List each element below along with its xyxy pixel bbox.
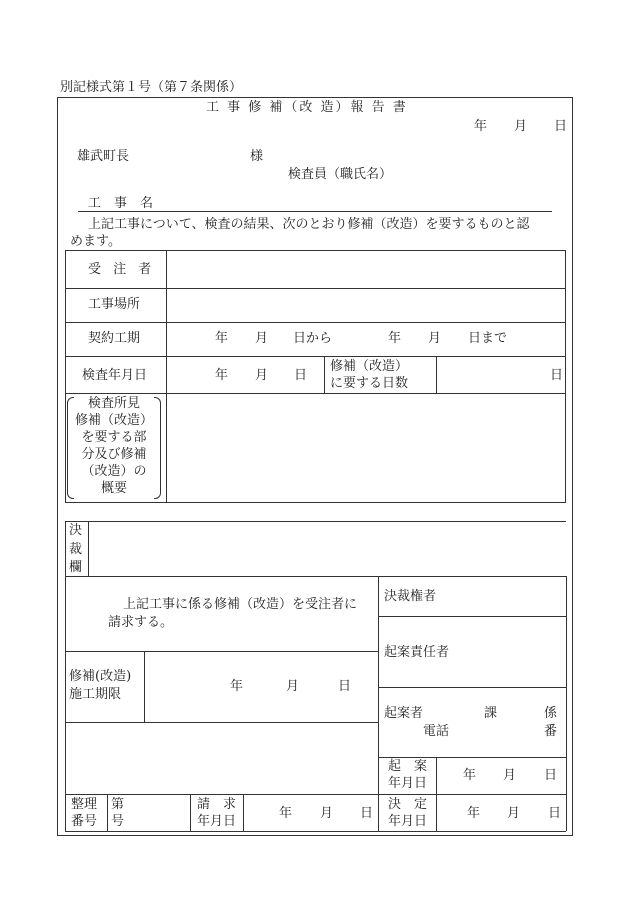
row-divider	[65, 651, 378, 652]
document-title: 工 事 修 補（改 造）報 告 書	[206, 100, 408, 115]
authority-label: 決裁権者	[384, 589, 437, 604]
kettei-label-1: 決 定	[388, 797, 428, 812]
decision-grid-top	[65, 576, 566, 577]
contractor-label: 受 注 者	[88, 262, 156, 277]
decision-label-divider	[88, 521, 89, 577]
period-label: 契約工期	[88, 331, 141, 346]
seikyu-hi: 日	[360, 806, 374, 821]
column-divider	[436, 757, 437, 831]
row-divider	[378, 794, 566, 795]
inspect-nen: 年	[215, 368, 229, 383]
row-divider	[65, 288, 566, 289]
project-name-underline	[78, 211, 552, 212]
kettei-tsuki: 月	[507, 806, 521, 821]
seikyu-label-2: 年月日	[197, 814, 237, 829]
kettei-hi: 日	[548, 806, 562, 821]
row-divider	[378, 687, 566, 688]
seiri-label-1: 整理	[71, 797, 98, 812]
addressee: 雄武町長	[77, 149, 130, 164]
repair-days-unit: 日	[550, 368, 564, 383]
request-line-2: 請求する。	[108, 615, 174, 630]
seiri-label-2: 番号	[71, 814, 98, 829]
period-tsuki-2: 月	[428, 331, 442, 346]
repair-days-label-1: 修補（改造）	[330, 359, 409, 374]
period-to: 日まで	[468, 331, 508, 346]
row-divider	[378, 757, 566, 758]
draft-date-label-2: 年月日	[388, 776, 428, 791]
form-label: 別記様式第１号（第７条関係）	[60, 80, 243, 95]
deadline-hi: 日	[338, 679, 352, 694]
decision-label-2: 裁	[69, 542, 83, 557]
repair-days-label-2: に要する日数	[330, 376, 409, 391]
drafter-ka: 課	[484, 706, 498, 721]
inspector-label: 検査員（職氏名）	[288, 167, 393, 182]
findings-line-2: 修補（改造）	[74, 413, 153, 428]
kettei-nen: 年	[467, 806, 481, 821]
intro-line-1: 上記工事について、検査の結果、次のとおり修補（改造）を要するものと認	[88, 217, 530, 232]
row-divider	[65, 322, 566, 323]
drafter-label: 起案者	[384, 706, 424, 721]
seiri-go: 号	[111, 814, 125, 829]
draft-tsuki: 月	[503, 768, 517, 783]
project-name-label: 工 事 名	[88, 196, 154, 211]
drafter-denwa: 電話	[423, 724, 450, 739]
decision-grid-right	[566, 576, 567, 831]
column-divider	[107, 794, 108, 831]
draft-hi: 日	[544, 768, 558, 783]
report-date-hi: 日	[554, 119, 568, 134]
column-divider	[166, 250, 167, 503]
intro-line-2: めます。	[70, 234, 121, 249]
period-tsuki-1: 月	[255, 331, 269, 346]
seikyu-tsuki: 月	[320, 806, 334, 821]
findings-line-5: （改造）の	[81, 464, 147, 479]
row-divider	[65, 722, 378, 723]
findings-line-6: 概要	[100, 481, 127, 496]
draft-date-label-1: 起 案	[388, 759, 428, 774]
column-divider	[436, 356, 437, 393]
decision-left-line	[65, 521, 66, 831]
column-divider	[243, 794, 244, 831]
row-divider	[65, 356, 566, 357]
inspect-date-label: 検査年月日	[82, 368, 148, 383]
decision-label-3: 欄	[69, 560, 83, 575]
draft-nen: 年	[463, 768, 477, 783]
responsible-label: 起案責任者	[384, 645, 450, 660]
deadline-label-2: 施工期限	[69, 687, 122, 702]
column-divider	[190, 794, 191, 831]
decision-grid-center	[378, 576, 379, 831]
period-nen-2: 年	[388, 331, 402, 346]
decision-grid-bottom	[65, 831, 566, 832]
row-divider	[65, 794, 378, 795]
site-label: 工事場所	[88, 297, 141, 312]
deadline-tsuki: 月	[286, 679, 300, 694]
report-date-nen: 年	[474, 119, 488, 134]
deadline-nen: 年	[230, 679, 244, 694]
row-divider	[378, 616, 566, 617]
request-line-1: 上記工事に係る修補（改造）を受注者に	[123, 597, 358, 612]
decision-top-line	[65, 521, 566, 522]
findings-line-4: 分及び修補	[81, 447, 147, 462]
column-divider	[144, 651, 145, 722]
findings-line-1: 検査所見	[87, 396, 140, 411]
column-divider	[324, 356, 325, 393]
inspect-tsuki: 月	[255, 368, 269, 383]
seikyu-label-1: 請 求	[197, 797, 237, 812]
report-date-tsuki: 月	[514, 119, 528, 134]
period-from: 日から	[293, 331, 333, 346]
period-nen-1: 年	[215, 331, 229, 346]
drafter-kakari: 係	[544, 706, 558, 721]
inspect-hi: 日	[294, 368, 308, 383]
row-divider	[65, 393, 566, 394]
kettei-label-2: 年月日	[388, 814, 428, 829]
findings-line-3: を要する部	[81, 430, 147, 445]
decision-label-1: 決	[69, 523, 83, 538]
seikyu-nen: 年	[279, 806, 293, 821]
addressee-honorific: 様	[250, 149, 264, 164]
seiri-dai: 第	[111, 797, 125, 812]
drafter-ban: 番	[544, 724, 558, 739]
deadline-label-1: 修補(改造)	[69, 669, 132, 684]
